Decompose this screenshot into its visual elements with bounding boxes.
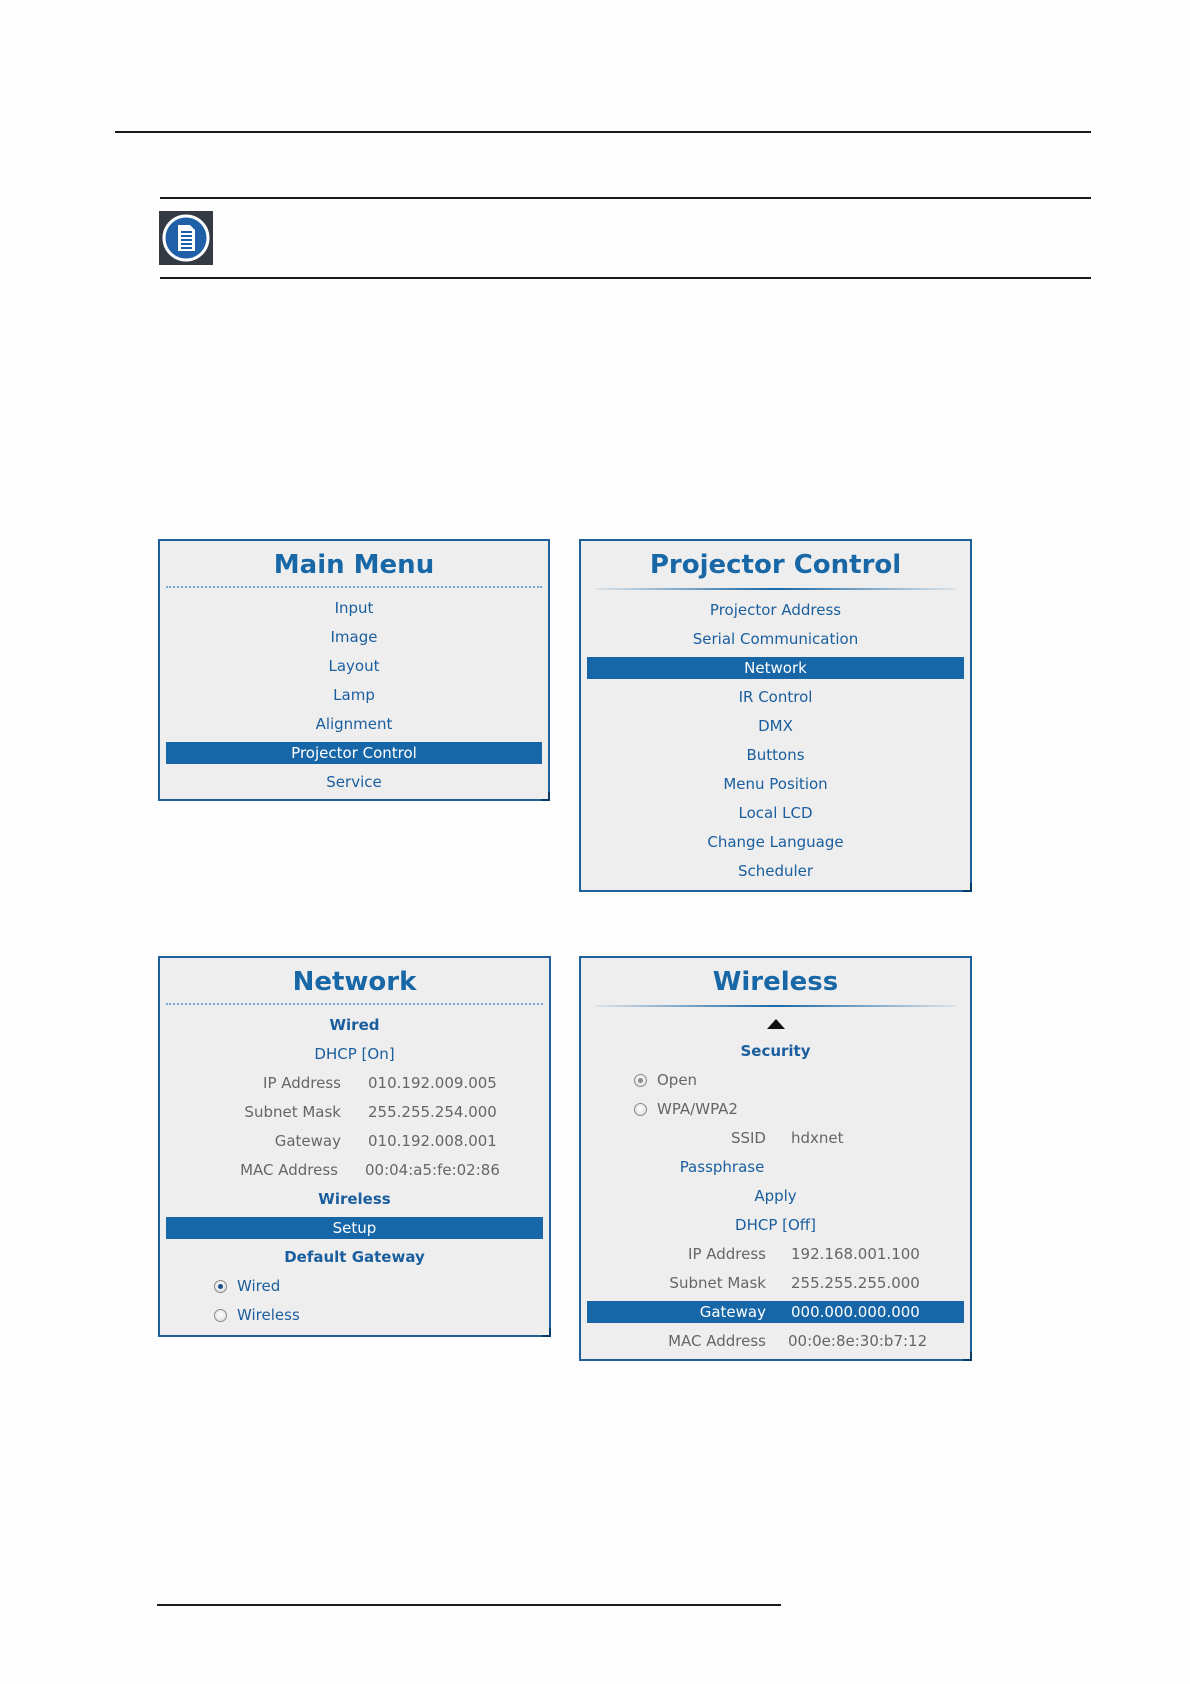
note-bottom-rule — [160, 277, 1091, 279]
mac-address-value: 00:04:a5:fe:02:86 — [365, 1161, 500, 1179]
ip-address-value: 010.192.009.005 — [368, 1074, 497, 1092]
wireless-panel — [579, 956, 972, 1361]
menu-item-menu-position[interactable]: Menu Position — [723, 775, 828, 793]
subnet-mask-value: 255.255.255.000 — [791, 1274, 920, 1292]
menu-item-scheduler[interactable]: Scheduler — [737, 862, 814, 880]
default-gateway-heading: Default Gateway — [284, 1248, 425, 1266]
subnet-mask-label: Subnet Mask — [244, 1103, 341, 1121]
projector-control-title: Projector Control — [649, 550, 902, 580]
mac-address-row — [587, 1330, 964, 1352]
subnet-mask-row[interactable] — [166, 1101, 543, 1123]
ip-address-value: 192.168.001.100 — [791, 1245, 920, 1263]
top-rule — [115, 131, 1091, 133]
radio-checked-icon — [214, 1280, 227, 1293]
note-document-icon — [159, 211, 213, 265]
dhcp-toggle[interactable]: DHCP [On] — [314, 1045, 395, 1063]
radio-checked-icon — [634, 1074, 647, 1087]
mac-address-row — [166, 1159, 543, 1181]
menu-item-lamp[interactable]: Lamp — [333, 686, 375, 704]
apply-button[interactable]: Apply — [754, 1187, 797, 1205]
gateway-option-wireless-label: Wireless — [237, 1306, 300, 1324]
radio-unchecked-icon — [634, 1103, 647, 1116]
gateway-option-wired-label: Wired — [237, 1277, 281, 1295]
title-separator — [166, 586, 542, 588]
wired-heading: Wired — [329, 1016, 380, 1034]
ip-address-row[interactable] — [587, 1243, 964, 1265]
ssid-row[interactable] — [587, 1127, 964, 1149]
projector-control-panel — [579, 539, 972, 892]
menu-item-input[interactable]: Input — [334, 599, 374, 617]
title-separator — [166, 1003, 543, 1005]
menu-item-layout[interactable]: Layout — [328, 657, 380, 675]
gateway-value: 000.000.000.000 — [791, 1303, 920, 1321]
menu-item-dmx[interactable]: DMX — [758, 717, 793, 735]
dhcp-toggle[interactable]: DHCP [Off] — [735, 1216, 816, 1234]
gateway-option-wireless[interactable] — [214, 1304, 300, 1326]
gateway-value: 010.192.008.001 — [368, 1132, 497, 1150]
gateway-label: Gateway — [274, 1132, 341, 1150]
menu-item-change-language[interactable]: Change Language — [707, 833, 844, 851]
title-separator — [595, 1005, 956, 1007]
menu-item-alignment[interactable]: Alignment — [315, 715, 393, 733]
menu-item-network[interactable]: Network — [587, 657, 964, 679]
mac-address-label: MAC Address — [668, 1332, 766, 1350]
menu-item-image[interactable]: Image — [330, 628, 378, 646]
network-panel — [158, 956, 551, 1337]
wireless-title: Wireless — [712, 967, 839, 997]
passphrase-item[interactable]: Passphrase — [679, 1158, 765, 1176]
menu-item-serial-communication[interactable]: Serial Communication — [692, 630, 859, 648]
security-option-open[interactable] — [634, 1069, 697, 1091]
menu-item-ir-control[interactable]: IR Control — [738, 688, 813, 706]
ssid-value: hdxnet — [791, 1129, 844, 1147]
subnet-mask-value: 255.255.254.000 — [368, 1103, 497, 1121]
security-heading: Security — [740, 1042, 811, 1060]
network-title: Network — [292, 967, 417, 997]
ssid-label: SSID — [730, 1129, 766, 1147]
security-option-wpa-label: WPA/WPA2 — [657, 1100, 738, 1118]
gateway-label: Gateway — [699, 1303, 766, 1321]
footer-rule — [157, 1604, 781, 1606]
menu-item-projector-address[interactable]: Projector Address — [709, 601, 842, 619]
security-option-wpa[interactable] — [634, 1098, 738, 1120]
mac-address-value: 00:0e:8e:30:b7:12 — [788, 1332, 928, 1350]
wireless-setup-button[interactable]: Setup — [166, 1217, 543, 1239]
ip-address-label: IP Address — [688, 1245, 766, 1263]
mac-address-label: MAC Address — [240, 1161, 338, 1179]
menu-item-projector-control[interactable]: Projector Control — [166, 742, 542, 764]
gateway-option-wired[interactable] — [214, 1275, 280, 1297]
main-menu-title: Main Menu — [273, 550, 435, 580]
note-top-rule — [160, 197, 1091, 199]
subnet-mask-label: Subnet Mask — [669, 1274, 766, 1292]
menu-item-service[interactable]: Service — [326, 773, 382, 791]
gateway-row[interactable] — [587, 1301, 964, 1323]
radio-unchecked-icon — [214, 1309, 227, 1322]
main-menu-panel — [158, 539, 550, 801]
menu-item-local-lcd[interactable]: Local LCD — [738, 804, 813, 822]
gateway-row[interactable] — [166, 1130, 543, 1152]
wireless-heading: Wireless — [318, 1190, 391, 1208]
ip-address-row[interactable] — [166, 1072, 543, 1094]
scroll-up-arrow-icon[interactable] — [767, 1019, 785, 1029]
title-separator — [595, 588, 956, 590]
menu-item-buttons[interactable]: Buttons — [746, 746, 805, 764]
ip-address-label: IP Address — [263, 1074, 341, 1092]
subnet-mask-row[interactable] — [587, 1272, 964, 1294]
security-option-open-label: Open — [657, 1071, 698, 1089]
